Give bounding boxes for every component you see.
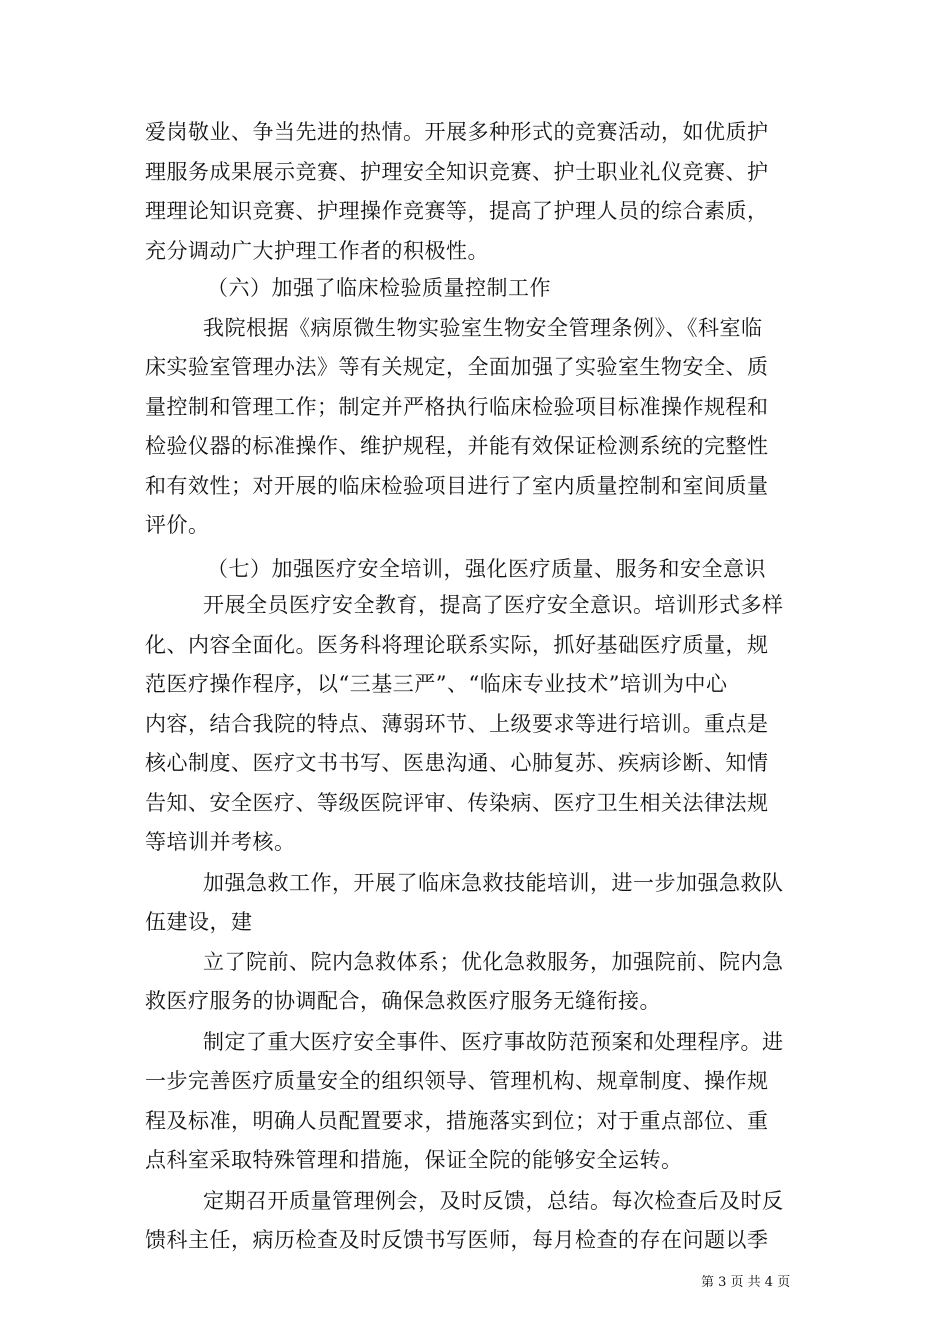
paragraph-line: 馈科主任，病历检查及时反馈书写医师，每月检查的存在问题以季 xyxy=(145,1228,769,1252)
paragraph-line: 理理论知识竞赛、护理操作竞赛等，提高了护理人员的综合素质， xyxy=(145,199,769,223)
page-number: 第 3 页 共 4 页 xyxy=(701,1275,791,1290)
paragraph-line: 告知、安全医疗、等级医院评审、传染病、医疗卫生相关法律法规 xyxy=(145,791,769,815)
paragraph-line: 程及标准，明确人员配置要求，措施落实到位；对于重点部位、重 xyxy=(145,1109,769,1133)
paragraph-line: 加强急救工作，开展了临床急救技能培训，进一步加强急救队 xyxy=(203,871,784,895)
section-heading-seven: （七）加强医疗安全培训，强化医疗质量、服务和安全意识 xyxy=(207,557,766,581)
paragraph-line: 立了院前、院内急救体系；优化急救服务，加强院前、院内急 xyxy=(203,950,784,974)
paragraph-line: 爱岗敬业、争当先进的热情。开展多种形式的竞赛活动，如优质护 xyxy=(145,120,769,144)
paragraph-line: 范医疗操作程序，以“三基三严”、“临床专业技术”培训为中心 xyxy=(145,672,728,696)
paragraph-line: 等培训并考核。 xyxy=(145,830,296,854)
paragraph-line: 一步完善医疗质量安全的组织领导、管理机构、规章制度、操作规 xyxy=(145,1069,769,1093)
paragraph-line: 检验仪器的标准操作、维护规程，并能有效保证检测系统的完整性 xyxy=(145,434,769,458)
paragraph-line: 救医疗服务的协调配合，确保急救医疗服务无缝衔接。 xyxy=(145,989,661,1013)
paragraph-line: 制定了重大医疗安全事件、医疗事故防范预案和处理程序。进 xyxy=(203,1030,784,1054)
paragraph-line: 量控制和管理工作；制定并严格执行临床检验项目标准操作规程和 xyxy=(145,395,769,419)
paragraph-line: 点科室采取特殊管理和措施，保证全院的能够安全运转。 xyxy=(145,1148,683,1172)
paragraph-line: 充分调动广大护理工作者的积极性。 xyxy=(145,239,489,263)
paragraph-line: 伍建设，建 xyxy=(145,910,253,934)
paragraph-line: 内容，结合我院的特点、薄弱环节、上级要求等进行培训。重点是 xyxy=(145,712,769,736)
paragraph-line: 开展全员医疗安全教育，提高了医疗安全意识。培训形式多样 xyxy=(203,593,784,617)
paragraph-line: 床实验室管理办法》等有关规定，全面加强了实验室生物安全、质 xyxy=(145,355,769,379)
paragraph-line: 我院根据《病原微生物实验室生物安全管理条例》、《科室临 xyxy=(203,316,763,340)
paragraph-line: 理服务成果展示竞赛、护理安全知识竞赛、护士职业礼仪竞赛、护 xyxy=(145,160,769,184)
paragraph-line: 核心制度、医疗文书书写、医患沟通、心肺复苏、疾病诊断、知情 xyxy=(145,751,769,775)
paragraph-line: 化、内容全面化。医务科将理论联系实际，抓好基础医疗质量，规 xyxy=(145,633,769,657)
section-heading-six: （六）加强了临床检验质量控制工作 xyxy=(207,276,551,300)
paragraph-line: 和有效性；对开展的临床检验项目进行了室内质量控制和室间质量 xyxy=(145,474,769,498)
paragraph-line: 定期召开质量管理例会，及时反馈，总结。每次检查后及时反 xyxy=(203,1189,784,1213)
paragraph-line: 评价。 xyxy=(145,513,210,537)
